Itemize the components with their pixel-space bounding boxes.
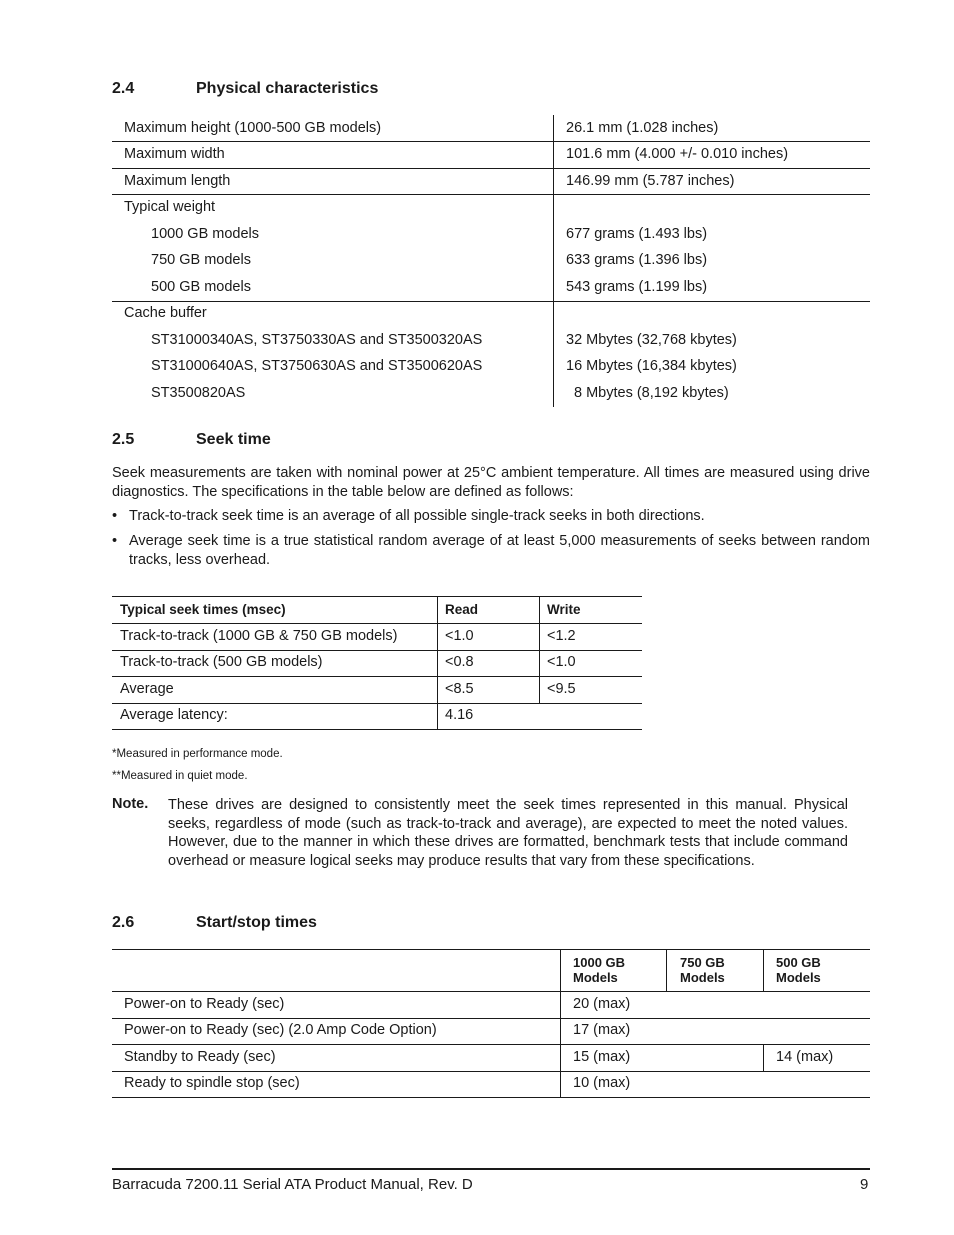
footer-rule bbox=[112, 1168, 870, 1170]
weight-row-label: 750 GB models bbox=[151, 252, 251, 268]
header-line: 750 GB bbox=[680, 955, 725, 970]
row-divider bbox=[112, 168, 870, 169]
header-line: Models bbox=[680, 970, 725, 985]
section-number: 2.5 bbox=[112, 431, 135, 448]
cache-row-value: 16 Mbytes (16,384 kbytes) bbox=[566, 358, 737, 374]
column-divider bbox=[763, 949, 764, 992]
weight-row-label: 500 GB models bbox=[151, 279, 251, 295]
header-line: 1000 GB bbox=[573, 955, 626, 970]
row-value: 17 (max) bbox=[573, 1022, 631, 1038]
weight-label: Typical weight bbox=[124, 199, 216, 215]
table-border-bottom bbox=[112, 729, 642, 730]
weight-row-label: 1000 GB models bbox=[151, 226, 260, 242]
row-label: Power-on to Ready (sec) (2.0 Amp Code Option) bbox=[124, 1022, 437, 1038]
row-value: 20 (max) bbox=[573, 996, 631, 1012]
note-label: Note. bbox=[112, 796, 149, 812]
column-header-750gb bbox=[680, 955, 725, 985]
column-header: Write bbox=[547, 602, 581, 617]
section-number: 2.6 bbox=[112, 914, 135, 931]
row-label: Power-on to Ready (sec) bbox=[124, 996, 285, 1012]
weight-row-value: 633 grams (1.396 lbs) bbox=[566, 252, 708, 268]
section-number: 2.4 bbox=[112, 80, 135, 97]
row-label: Standby to Ready (sec) bbox=[124, 1049, 276, 1065]
table-cell: <1.0 bbox=[547, 654, 576, 670]
max-length-label: Maximum length bbox=[124, 173, 231, 189]
cache-label: Cache buffer bbox=[124, 305, 207, 321]
column-header-1000gb bbox=[573, 955, 625, 985]
header-line: Models bbox=[776, 970, 821, 985]
cache-row-value: 32 Mbytes (32,768 kbytes) bbox=[566, 332, 737, 348]
table-cell: <0.8 bbox=[445, 654, 474, 670]
column-header-500gb bbox=[776, 955, 821, 985]
row-divider bbox=[112, 991, 870, 992]
page-number: 9 bbox=[860, 1176, 869, 1193]
row-value: 10 (max) bbox=[573, 1075, 631, 1091]
section-title: Physical characteristics bbox=[196, 80, 379, 97]
weight-row-value: 543 grams (1.199 lbs) bbox=[566, 279, 708, 295]
cache-row-label: ST31000340AS, ST3750330AS and ST3500320AS bbox=[151, 332, 483, 348]
column-divider bbox=[539, 596, 540, 704]
bullet-text: Track-to-track seek time is an average of all possible single-track seeks in both directions. bbox=[129, 508, 705, 524]
column-divider bbox=[666, 949, 667, 992]
header-line: 500 GB bbox=[776, 955, 821, 970]
latency-label: Average latency: bbox=[120, 707, 228, 723]
row-divider bbox=[112, 1044, 870, 1045]
cache-row-label: ST31000640AS, ST3750630AS and ST3500620AS bbox=[151, 358, 483, 374]
bullet-icon: • bbox=[112, 508, 118, 524]
footnote: **Measured in quiet mode. bbox=[112, 770, 248, 782]
row-divider bbox=[112, 650, 642, 651]
row-divider bbox=[112, 676, 642, 677]
bullet-icon: • bbox=[112, 533, 118, 549]
column-divider bbox=[437, 596, 438, 730]
footnote: *Measured in performance mode. bbox=[112, 748, 283, 760]
row-divider bbox=[112, 1018, 870, 1019]
table-cell: <8.5 bbox=[445, 681, 474, 697]
column-header: Typical seek times (msec) bbox=[120, 602, 286, 617]
row-divider bbox=[112, 1071, 870, 1072]
table-cell: <1.2 bbox=[547, 628, 576, 644]
seek-intro-paragraph: Seek measurements are taken with nominal power at 25°C ambient temperature. All times are measured using drive diagnostics. The specifications in the table below are defined as follows: bbox=[112, 465, 870, 500]
table-border-top bbox=[112, 949, 870, 950]
column-divider bbox=[763, 1044, 764, 1072]
table-cell: Track-to-track (500 GB models) bbox=[120, 654, 323, 670]
column-divider bbox=[560, 949, 561, 1098]
table-cell: <9.5 bbox=[547, 681, 576, 697]
row-divider bbox=[112, 623, 642, 624]
row-label: Ready to spindle stop (sec) bbox=[124, 1075, 300, 1091]
row-divider bbox=[112, 194, 870, 195]
max-height-value: 26.1 mm (1.028 inches) bbox=[566, 120, 719, 136]
weight-row-value: 677 grams (1.493 lbs) bbox=[566, 226, 708, 242]
column-header: Read bbox=[445, 602, 479, 617]
row-value: 15 (max) bbox=[573, 1049, 631, 1065]
bullet-text: Average seek time is a true statistical random average of at least 5,000 measurements of seeks between random tracks, less overhead. bbox=[129, 533, 870, 568]
latency-value: 4.16 bbox=[445, 707, 474, 723]
max-height-label: Maximum height (1000-500 GB models) bbox=[124, 120, 382, 136]
note-text: These drives are designed to consistently meet the seek times represented in this manual. Physical seeks, regardless of mode (such as track-to-track and average), are expected to meet the noted values. However, due to the manner in which these drives are formatted, benchmark tests that include command overhead or measure logical seeks may produce results that vary from these specifications. bbox=[168, 797, 848, 869]
row-value-500gb: 14 (max) bbox=[776, 1049, 834, 1065]
header-line: Models bbox=[573, 970, 618, 985]
max-width-label: Maximum width bbox=[124, 146, 225, 162]
cache-row-label: ST3500820AS bbox=[151, 385, 246, 401]
section-title: Start/stop times bbox=[196, 914, 317, 931]
table-cell: Average bbox=[120, 681, 174, 697]
cache-row-value: 8 Mbytes (8,192 kbytes) bbox=[574, 385, 729, 401]
column-divider bbox=[553, 115, 554, 407]
row-divider bbox=[112, 141, 870, 142]
row-divider bbox=[112, 301, 870, 302]
table-border-bottom bbox=[112, 1097, 870, 1098]
row-divider bbox=[112, 703, 642, 704]
table-border-top bbox=[112, 596, 642, 597]
section-title: Seek time bbox=[196, 431, 271, 448]
max-length-value: 146.99 mm (5.787 inches) bbox=[566, 173, 735, 189]
footer-title: Barracuda 7200.11 Serial ATA Product Manual, Rev. D bbox=[112, 1176, 473, 1193]
max-width-value: 101.6 mm (4.000 +/- 0.010 inches) bbox=[566, 146, 789, 162]
table-cell: Track-to-track (1000 GB & 750 GB models) bbox=[120, 628, 398, 644]
table-cell: <1.0 bbox=[445, 628, 474, 644]
